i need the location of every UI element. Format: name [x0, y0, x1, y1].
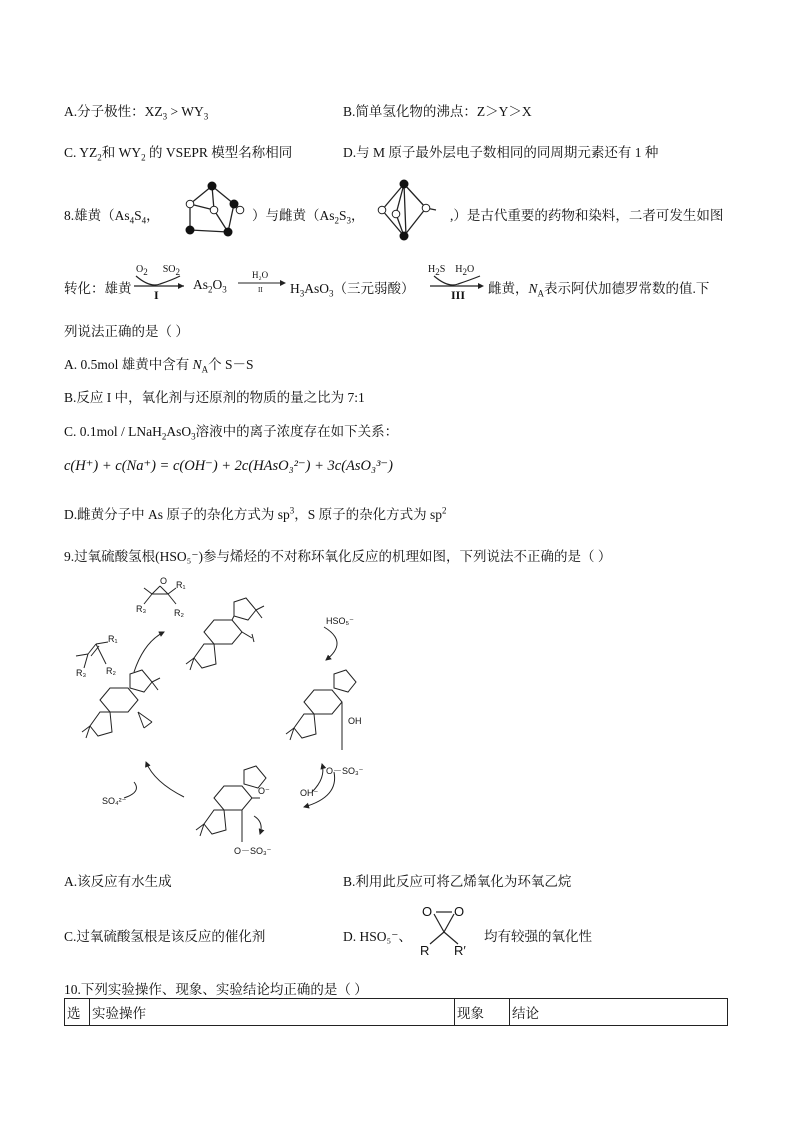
step2-arrow-icon [238, 278, 288, 288]
step2-roman: II [258, 286, 263, 294]
table-header-cell: 现象 [455, 999, 510, 1026]
epoxide-r2-label: R₂ [174, 608, 184, 618]
q7-option-c: C. $YZ_2$和 $WY_2$ 的 VSEPR 模型名称相同 [64, 145, 293, 163]
q8-conversion-end: 雌黄，$N_A$表示阿伏加德罗常数的值.下 [488, 281, 710, 299]
epoxide-o-label: O [160, 576, 168, 586]
q7-option-a: A.分子极性：$XZ_3 > WY_3$ [64, 104, 209, 122]
epoxide-product [144, 586, 176, 604]
q8-stem-part1: 8.雄黄（$As_4S_4$， [64, 208, 160, 226]
step3-roman: III [451, 288, 466, 302]
alkene-r2-label: R₂ [106, 666, 116, 676]
q8-option-a: A. 0.5mol 雄黄中含有 $N_A$个 S－S [64, 357, 254, 375]
q8-stem-part3: ,）是古代重要的药物和染料，二者可发生如图 [450, 208, 724, 223]
sulfate-label: SO₄²⁻ [102, 796, 127, 806]
q8-option-c: C. 0.1mol / LNaH$_2$AsO$_3$溶液中的离子浓度存在如下关系： [64, 424, 399, 442]
q9-stem: 9.过氧硫酸氢根(HSO₅⁻)参与烯烃的不对称环氧化反应的机理如图，下列说法不正确的是（ ） [64, 549, 612, 564]
peroxy-adduct [286, 670, 356, 750]
h3aso3: $H_3AsO_3$（三元弱酸） [290, 281, 415, 299]
q10-table [64, 998, 728, 1026]
step2-reagent: H₂O [252, 270, 269, 280]
orpiment-structure-icon [370, 176, 450, 246]
step3-reagents: $H_2S$ $H_2O$ [428, 264, 475, 277]
q9-option-d: D. HSO₅⁻、 [343, 929, 412, 944]
as2o3: $As_2O_3$ [193, 277, 227, 295]
dioxirane-rp-label: R′ [454, 943, 466, 958]
o-minus-label: O⁻ [258, 786, 270, 796]
q8-stem-part2: ）与雌黄（$As_2S_3$， [252, 208, 365, 226]
q9-option-d-tail: 均有较强的氧化性 [484, 929, 592, 944]
alkene-r3-label: R₃ [76, 668, 87, 678]
dioxirane-intermediate [82, 670, 160, 738]
epoxide-r1-label: R₁ [176, 580, 186, 590]
alkene-r1-label: R₁ [108, 634, 118, 644]
ketone-catalyst [186, 598, 264, 670]
q8-option-b: B.反应 I 中，氧化剂与还原剂的物质的量之比为 7:1 [64, 390, 365, 405]
q7-option-d: D.与 M 原子最外层电子数相同的同周期元素还有 1 种 [343, 145, 659, 160]
dioxirane-r-label: R [420, 943, 430, 958]
q7-option-b: B.简单氢化物的沸点：Z＞Y＞X [343, 104, 532, 119]
realgar-structure-icon [174, 178, 250, 242]
q9-option-c: C.过氧硫酸氢根是该反应的催化剂 [64, 929, 266, 944]
alkene [76, 642, 108, 668]
table-header-cell: 结论 [510, 999, 728, 1026]
table-header-cell: 选 [65, 999, 90, 1026]
q8-option-c-equation: c(H⁺) + c(Na⁺) = c(OH⁻) + 2c(HAsO₃²⁻) + 3c(AsO₃³⁻) [64, 458, 393, 474]
q9-option-b: B.利用此反应可将乙烯氧化为环氧乙烷 [343, 874, 572, 889]
step1-reagents: $O_2$ $SO_2$ [136, 264, 181, 277]
so3-right-label: O－SO₃⁻ [326, 766, 364, 776]
dioxirane-o2-label: O [454, 904, 465, 919]
epoxide-r3-label: R₃ [136, 604, 147, 614]
table-row [65, 999, 728, 1026]
oh-label: OH [348, 716, 362, 726]
so3-bottom-label: O－SO₃⁻ [234, 846, 272, 856]
q8-option-d: D.雌黄分子中 As 原子的杂化方式为 $sp^3$，S 原子的杂化方式为 $sp^2$ [64, 505, 447, 522]
table-header-cell: 实验操作 [90, 999, 455, 1026]
q10-stem: 10.下列实验操作、现象、实验结论均正确的是（ ） [64, 982, 368, 997]
dioxirane-structure-icon [414, 900, 478, 958]
hso5-label: HSO₅⁻ [326, 616, 354, 626]
step1-arrow-icon [132, 272, 188, 292]
q9-option-a: A.该反应有水生成 [64, 874, 172, 889]
step1-roman: I [154, 288, 159, 302]
criegee-intermediate [196, 766, 266, 842]
dioxirane-o1-label: O [422, 904, 433, 919]
q9-mechanism-diagram [64, 572, 394, 862]
q8-conversion-label: 转化：雄黄 [64, 281, 132, 296]
oh-minus-label: OH⁻ [300, 788, 319, 798]
q8-stem-line2: 列说法正确的是（ ） [64, 324, 189, 339]
